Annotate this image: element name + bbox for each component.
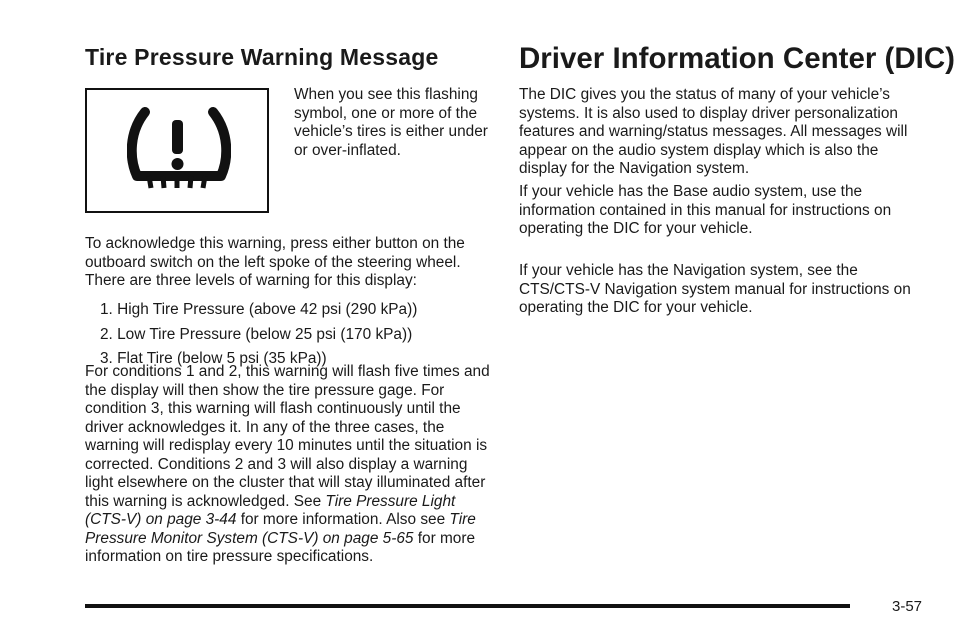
symbol-intro-text: When you see this flashing symbol, one or more of the vehicle’s tires is either under or over-inflated. [294,86,488,159]
conditions-text: For conditions 1 and 2, this warning will flash five times and the display will then show the tire pressure gage. For condition 3, this warning will flash continuously until the driver acknowledges it. In any of the three cases, the warning will redisplay every 10 minutes until the situation is corrected. Conditions 2 and 3 will also display a warning light elsewhere on the cluster that will stay illuminated after this warning is acknowledged. See [85,363,490,510]
dic-paragraph-1: The DIC gives you the status of many of your vehicle’s systems. It is also used to display driver personalization features and warning/status messages. All messages will appear on the audio system display which is also the display for the Navigation system. [519,86,908,177]
conditions-text-end: for more information on tire pressure specifications. [85,529,476,565]
conditions-text-mid: for more information. Also see [236,511,450,528]
section-heading-tire-pressure: Tire Pressure Warning Message [85,44,439,70]
tire-pressure-warning-icon [127,106,231,198]
cross-reference-tire-pressure-light: Tire Pressure Light (CTS-V) on page 3-44 [85,492,456,528]
section-heading-dic: Driver Information Center (DIC) [519,42,955,75]
list-item: 1. High Tire Pressure (above 42 psi (290 kPa)) [100,301,418,318]
page-number: 3-57 [892,598,923,615]
acknowledge-paragraph: To acknowledge this warning, press either button on the outboard switch on the left spoke of the steering wheel. There are three levels of warning for this display: [85,235,465,289]
dic-paragraph-2: If your vehicle has the Base audio system, use the information contained in this manual for instructions on operating the DIC for your vehicle. [519,183,892,237]
conditions-paragraph [85,363,495,567]
list-item: 2. Low Tire Pressure (below 25 psi (170 kPa)) [100,325,413,343]
footer-rule [85,604,850,608]
warning-symbol-frame [85,88,269,213]
dic-paragraph-3: If your vehicle has the Navigation system, see the CTS/CTS-V Navigation system manual for instructions on operating the DIC for your vehicle. [519,262,911,316]
cross-reference-tire-pressure-monitor: Tire Pressure Monitor System (CTS-V) on page 5-65 [85,511,476,547]
list-item: 3. Flat Tire (below 5 psi (35 kPa)) [100,350,327,367]
